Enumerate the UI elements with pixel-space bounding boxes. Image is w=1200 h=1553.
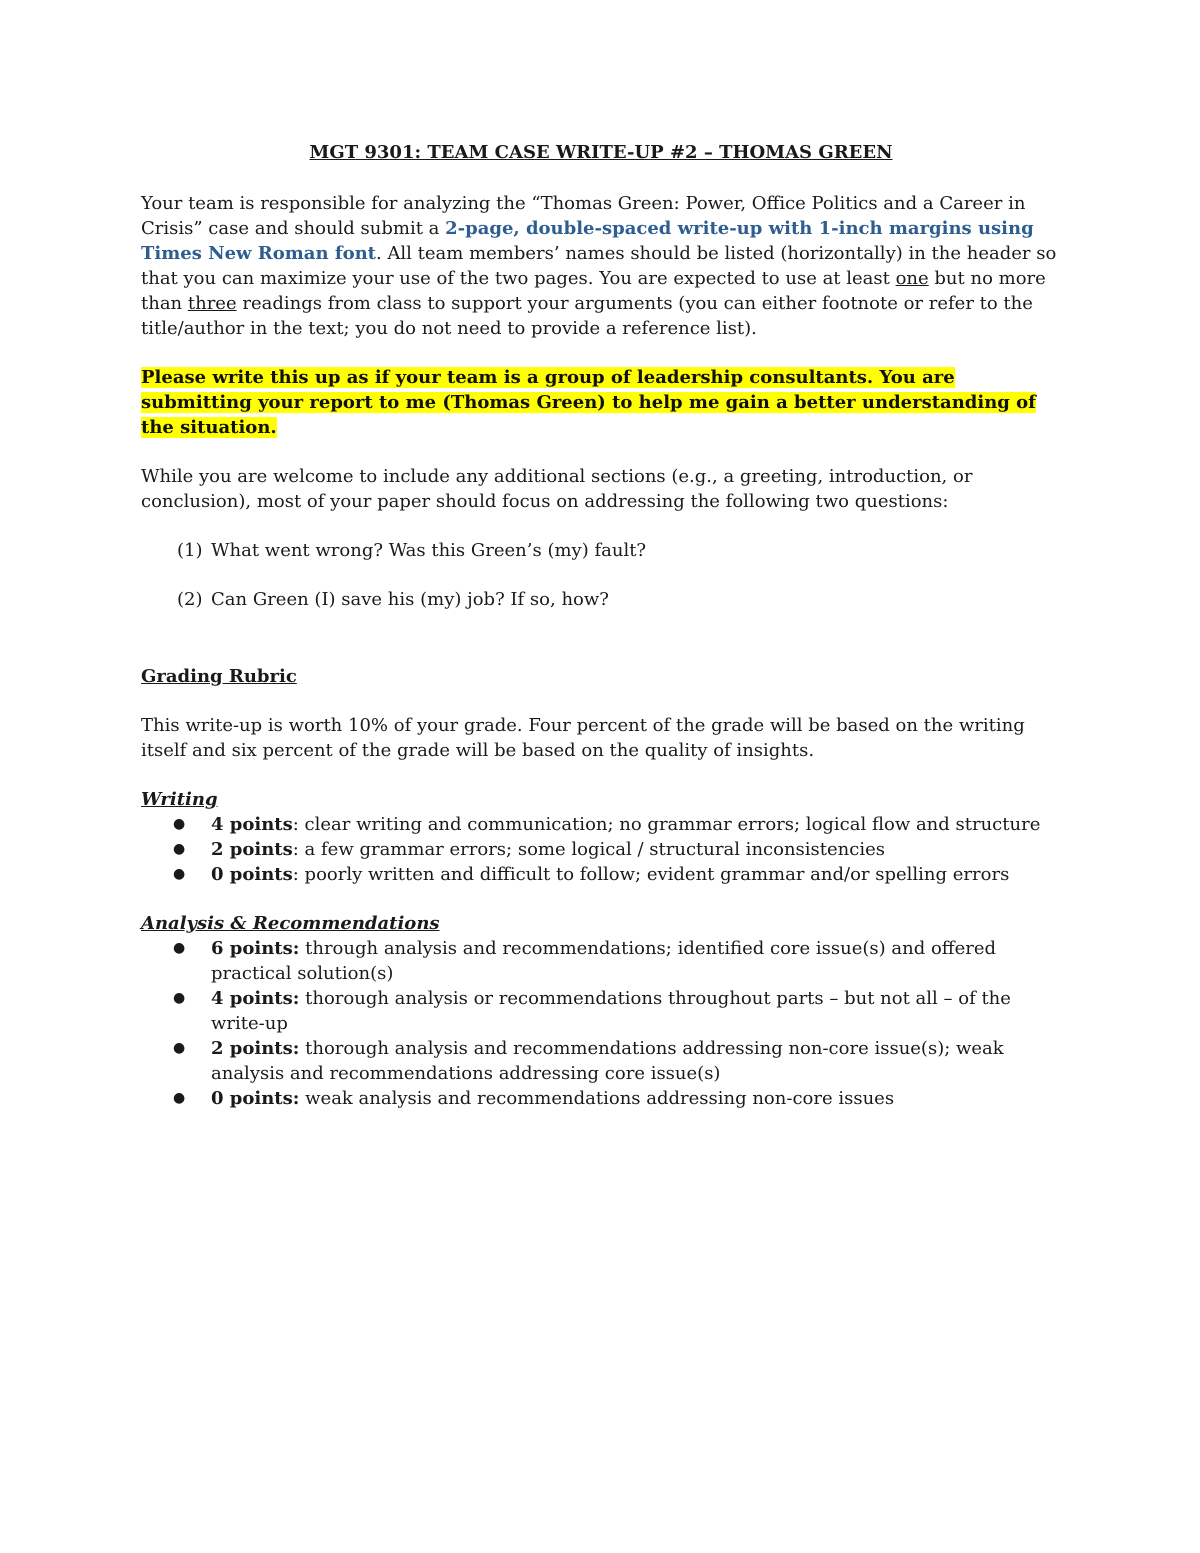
intro-text-1: Your team is responsible for analyzing the “Thomas Green: Power, Office Politics and a Career in Crisis” case and should submit a [141,193,1026,239]
list-item [141,986,1061,1036]
points-description: weak analysis and recommendations addressing non-core issues [299,1088,895,1109]
list-item [141,1036,1061,1086]
points-description: : a few grammar errors; some logical / structural inconsistencies [292,839,885,860]
highlighted-instruction: Please write this up as if your team is a group of leadership consultants. You are submitting your report to me (Thomas Green) to help me gain a better understanding of the situation. [141,367,1036,438]
bullet-icon: ● [173,816,186,832]
intro-text-4: readings from class to support your arguments (you can either footnote or refer to the title/author in the text; you do not need to provide a reference list). [141,293,1033,339]
document-title: MGT 9301: TEAM CASE WRITE-UP #2 – THOMAS GREEN [309,142,893,163]
points-label: 2 points [211,839,293,860]
question-number: (1) [177,540,203,561]
intro-text-3: but no more than [141,268,1046,314]
intro-text-2: . All team members’ names should be listed (horizontally) in the header so that you can maximize your use of the two pages. You are expected to use at least [141,243,1057,289]
sections-paragraph: While you are welcome to include any additional sections (e.g., a greeting, introduction, or conclusion), most of your paper should focus on addressing the following two questions: [141,466,973,512]
min-readings-word: one [895,268,929,289]
list-item [141,837,1061,862]
bullet-icon: ● [173,841,186,857]
bullet-icon: ● [173,940,186,956]
bullet-icon: ● [173,1040,186,1056]
points-description: : clear writing and communication; no grammar errors; logical flow and structure [292,814,1041,835]
max-readings-word: three [187,293,237,314]
points-description: : poorly written and difficult to follow; evident grammar and/or spelling errors [292,864,1010,885]
points-label: 4 points [211,814,293,835]
points-description: through analysis and recommendations; identified core issue(s) and offered practical solution(s) [211,938,997,984]
points-label: 6 points: [211,938,300,959]
bullet-icon: ● [173,990,186,1006]
highlight-paragraph [141,365,1061,440]
question-text: Can Green (I) save his (my) job? If so, how? [211,589,609,610]
points-description: thorough analysis or recommendations throughout parts – but not all – of the write-up [211,988,1011,1034]
analysis-heading: Analysis & Recommendations [141,913,440,934]
points-description: thorough analysis and recommendations addressing non-core issue(s); weak analysis and recommendations addressing core issue(s) [211,1038,1004,1084]
question-item [177,538,1061,563]
list-item [141,862,1061,887]
question-text: What went wrong? Was this Green’s (my) fault? [211,540,647,561]
points-label: 0 points: [211,1088,300,1109]
bullet-icon: ● [173,866,186,882]
rubric-heading: Grading Rubric [141,666,297,687]
rubric-intro: This write-up is worth 10% of your grade. Four percent of the grade will be based on the writing itself and six percent of the grade will be based on the quality of insights. [141,715,1025,761]
format-requirements: 2-page, double-spaced write-up with 1-inch margins using Times New Roman font [141,218,1034,264]
list-item [141,1086,1061,1111]
document-page [141,140,1061,1135]
question-item [177,587,1061,612]
bullet-icon: ● [173,1090,186,1106]
writing-list [141,812,1061,887]
points-label: 0 points [211,864,293,885]
points-label: 4 points: [211,988,300,1009]
intro-paragraph [141,191,1061,341]
list-item [141,812,1061,837]
points-label: 2 points: [211,1038,300,1059]
writing-heading: Writing [141,789,218,810]
question-number: (2) [177,589,203,610]
analysis-list [141,936,1061,1111]
list-item [141,936,1061,986]
